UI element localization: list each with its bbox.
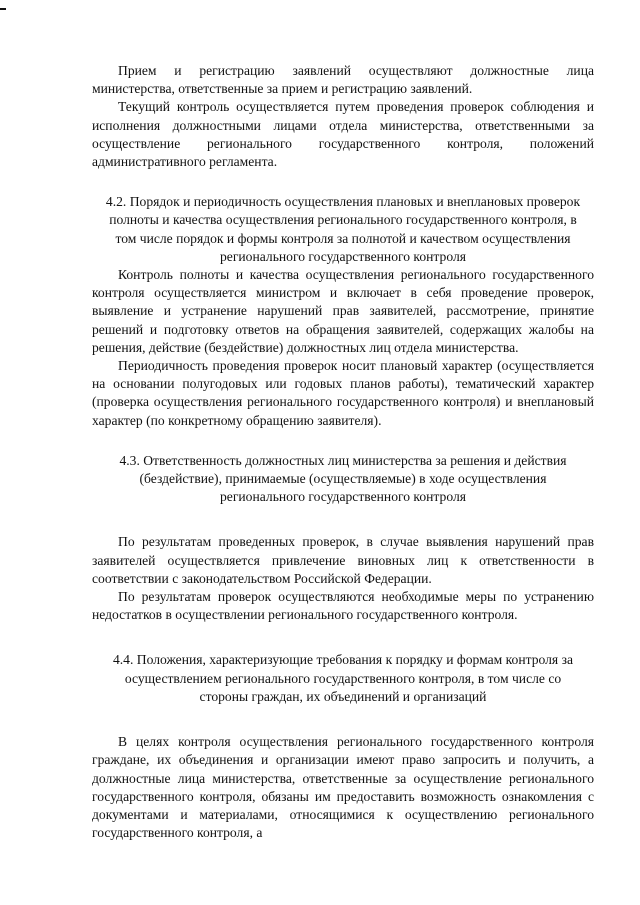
spacer: [92, 430, 594, 452]
scan-corner-mark: [0, 8, 6, 10]
paragraph-4-2-control: Контроль полноты и качества осуществления регионального государственного контроля осуществляется министром и включает в себя проведение проверок, выявление и устранение нарушений прав заявителей, рассмотрение, принятие решений и подготовку ответов на обращения заявителей, содержащих жалобы на решения, действие (бездействие) должностных лиц отдела министерства.: [92, 267, 594, 355]
section-heading-4-3: 4.3. Ответственность должностных лиц министерства за решения и действия (бездействие), принимаемые (осуществляемые) в ходе осуществления регионального государственного контроля: [119, 452, 567, 505]
paragraph-intake: Прием и регистрацию заявлений осуществляют должностные лица министерства, ответственные за прием и регистрацию заявлений.: [92, 63, 594, 97]
paragraph-4-3-liability: По результатам проведенных проверок, в случае выявления нарушений прав заявителей осуществляется привлечение виновных лиц к ответственности в соответствии с законодательством Российской Федерации.: [92, 534, 594, 586]
spacer: [92, 506, 594, 533]
paragraph-current-control: Текущий контроль осуществляется путем проведения проверок соблюдения и исполнения должностными лицами отдела министерства, ответственными за осуществление регионального государственного контроля, положений административного регламента.: [92, 99, 594, 170]
document-body: [92, 62, 594, 842]
section-heading-4-2: 4.2. Порядок и периодичность осуществления плановых и внеплановых проверок полноты и качества осуществления регионального государственного контроля, в том числе порядок и формы контроля за полнотой и качеством осуществления регионального государственного контроля: [105, 194, 581, 264]
paragraph-4-3-measures: По результатам проверок осуществляются необходимые меры по устранению недостатков в осуществлении регионального государственного контроля.: [92, 589, 594, 623]
spacer: [92, 171, 594, 193]
spacer: [92, 624, 594, 651]
spacer: [92, 706, 594, 733]
paragraph-4-2-periodicity: Периодичность проведения проверок носит плановый характер (осуществляется на основании полугодовых или годовых планов работы), тематический характер (проверка осуществления регионального государственного контроля) и внеплановый характер (по конкретному обращению заявителя).: [92, 358, 594, 428]
paragraph-4-4-citizens: В целях контроля осуществления регионального государственного контроля граждане, их объединения и организации имеют право запросить и получить, а должностные лица министерства, ответственные за осуществление регионального государственного контроля, обязаны им предоставить возможность ознакомления с документами и материалами, относящимися к осуществлению регионального государственного контроля, а: [92, 734, 594, 841]
section-heading-4-4: 4.4. Положения, характеризующие требования к порядку и формам контроля за осуществлением регионального государственного контроля, в том числе со стороны граждан, их объединений и организаций: [112, 652, 573, 704]
